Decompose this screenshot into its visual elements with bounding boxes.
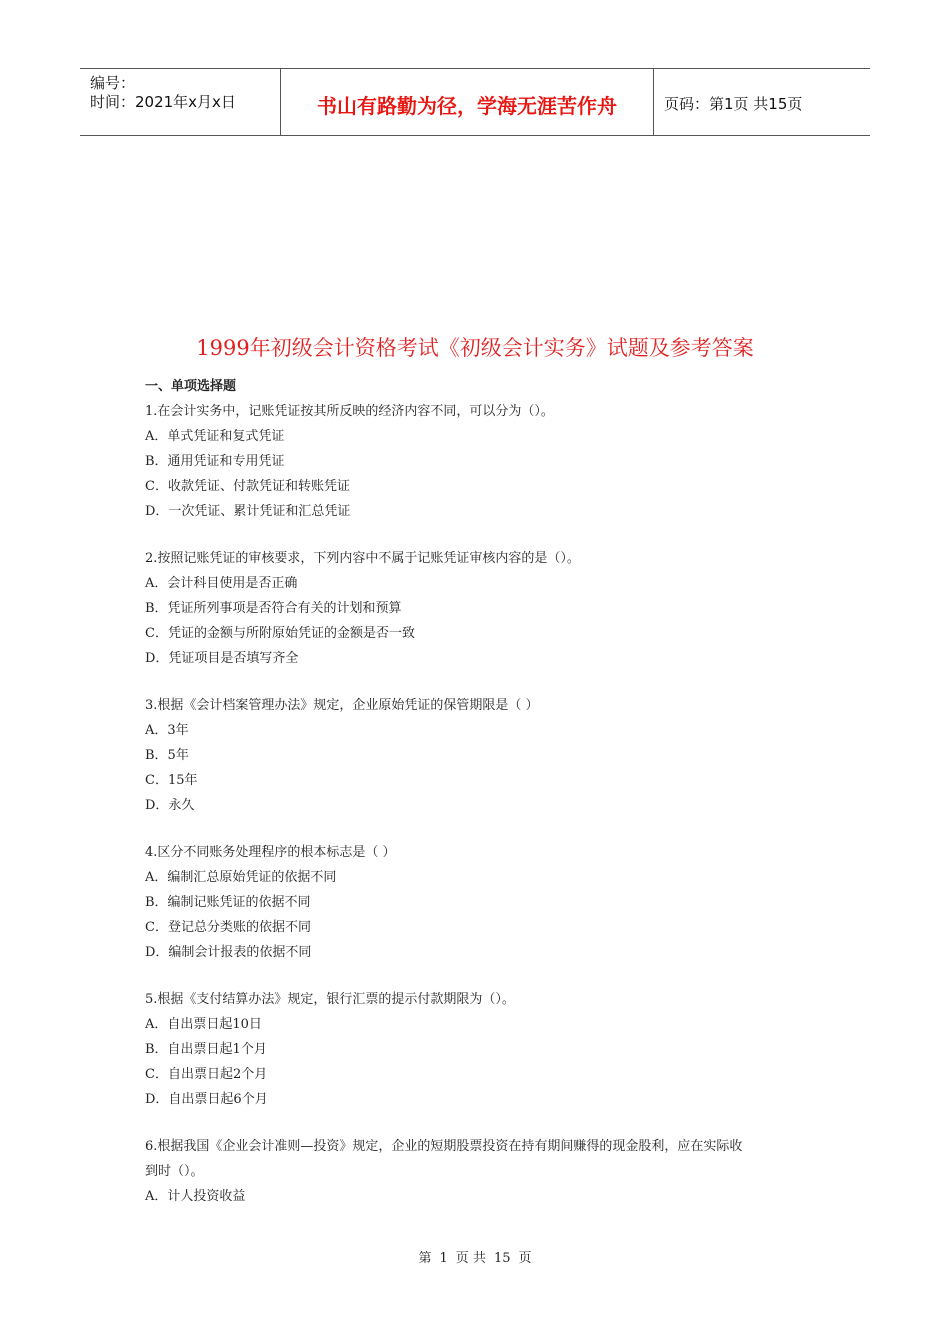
- question-item: [145, 546, 825, 671]
- answer-option: A．会计科目使用是否正确: [145, 576, 298, 591]
- footer-page-number: 1: [439, 1251, 448, 1266]
- question-stem: 到时（）。: [145, 1164, 204, 1179]
- answer-option: D．永久: [145, 798, 195, 813]
- answer-option: C．自出票日起2个月: [145, 1067, 268, 1082]
- header-motto: 书山有路勤为径，学海无涯苦作舟: [317, 93, 617, 118]
- answer-option: A．3年: [145, 723, 189, 738]
- answer-option: A．自出票日起10日: [145, 1017, 262, 1032]
- answer-option: B．5年: [145, 748, 189, 763]
- number-label: 编号：: [90, 74, 136, 92]
- header-table: [80, 68, 870, 136]
- answer-option: D．自出票日起6个月: [145, 1092, 268, 1107]
- answer-option: D．编制会计报表的依据不同: [145, 945, 312, 960]
- question-stem: 5.根据《支付结算办法》规定，银行汇票的提示付款期限为（）。: [145, 992, 515, 1007]
- answer-option: B．编制记账凭证的依据不同: [145, 895, 311, 910]
- answer-option: C．登记总分类账的依据不同: [145, 920, 311, 935]
- answer-option: D．凭证项目是否填写齐全: [145, 651, 299, 666]
- document-body: [145, 374, 825, 1231]
- footer-total-pages: 15: [493, 1251, 511, 1266]
- answer-option: C．15年: [145, 773, 198, 788]
- answer-option: C．凭证的金额与所附原始凭证的金额是否一致: [145, 626, 415, 641]
- question-item: [145, 693, 825, 818]
- answer-option: B．凭证所列事项是否符合有关的计划和预算: [145, 601, 402, 616]
- header-divider: [653, 69, 654, 135]
- answer-option: C．收款凭证、付款凭证和转账凭证: [145, 479, 350, 494]
- question-stem: 2.按照记账凭证的审核要求，下列内容中不属于记账凭证审核内容的是（）。: [145, 551, 580, 566]
- footer-suffix: 页: [518, 1251, 532, 1266]
- question-item: [145, 840, 825, 965]
- time-label: 时间：2021年x月x日: [90, 93, 236, 111]
- question-stem: 4.区分不同账务处理程序的根本标志是（ ）: [145, 845, 396, 860]
- question-stem: 3.根据《会计档案管理办法》规定，企业原始凭证的保管期限是（ ）: [145, 698, 539, 713]
- header-meta: [80, 69, 280, 135]
- question-item: [145, 987, 825, 1112]
- answer-option: A．单式凭证和复式凭证: [145, 429, 285, 444]
- question-item: [145, 399, 825, 524]
- question-list: [145, 399, 825, 1209]
- footer-prefix: 第: [418, 1251, 432, 1266]
- question-stem: 6.根据我国《企业会计准则—投资》规定，企业的短期股票投资在持有期间赚得的现金股利，应在实际收: [145, 1139, 743, 1154]
- question-stem: 1.在会计实务中，记账凭证按其所反映的经济内容不同，可以分为（）。: [145, 404, 554, 419]
- header-page-info: 页码：第1页 共15页: [664, 95, 803, 113]
- question-item: [145, 1134, 825, 1209]
- document-title: 1999年初级会计资格考试《初级会计实务》试题及参考答案: [196, 336, 754, 360]
- answer-option: D．一次凭证、累计凭证和汇总凭证: [145, 504, 351, 519]
- footer-mid: 页 共: [455, 1251, 486, 1266]
- answer-option: B．自出票日起1个月: [145, 1042, 267, 1057]
- page-footer: [0, 1247, 950, 1266]
- section-heading: 一、单项选择题: [145, 379, 237, 394]
- answer-option: A．计人投资收益: [145, 1189, 246, 1204]
- answer-option: A．编制汇总原始凭证的依据不同: [145, 870, 337, 885]
- answer-option: B．通用凭证和专用凭证: [145, 454, 285, 469]
